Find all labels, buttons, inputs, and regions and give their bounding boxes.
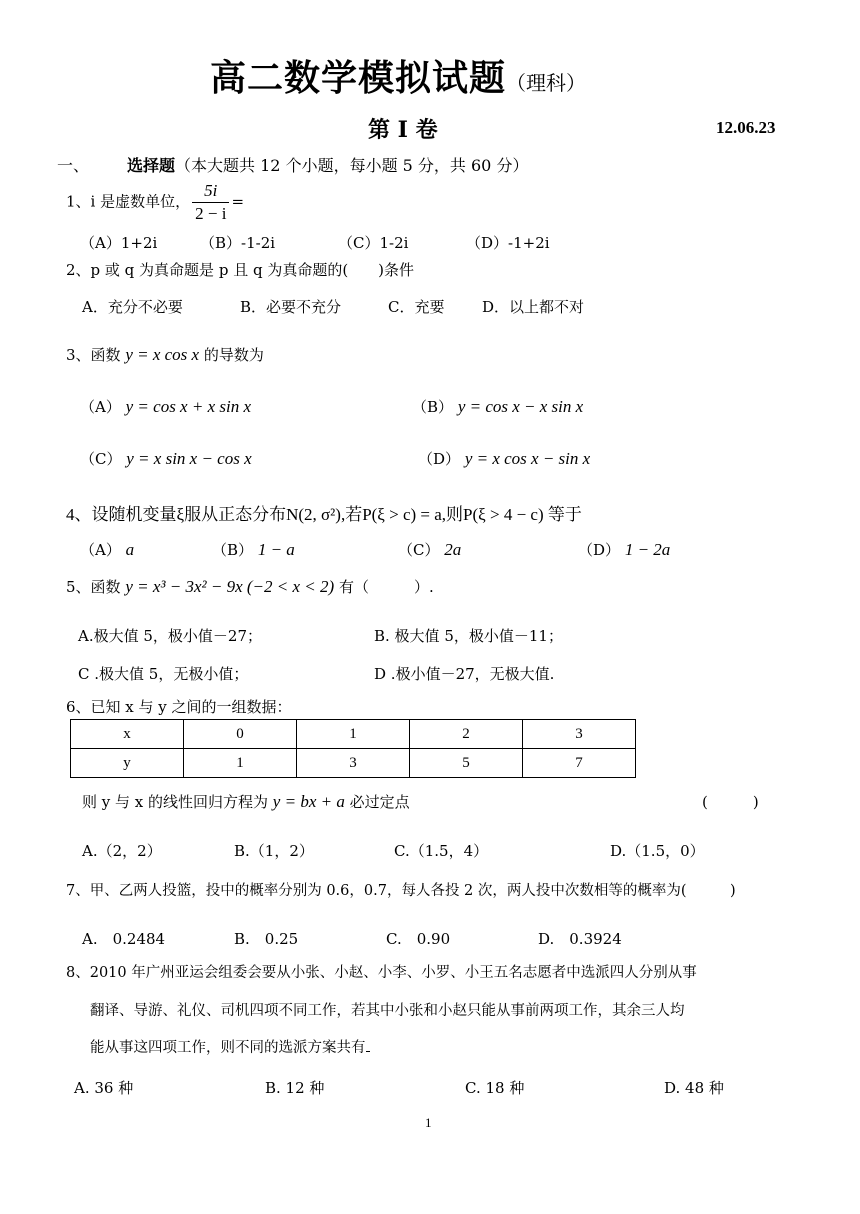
q1-frac-denominator: 2 − i bbox=[195, 204, 227, 223]
table-cell: 7 bbox=[523, 749, 636, 778]
q2-option-b: B．必要不充分 bbox=[240, 298, 342, 316]
question-8-line-1: 8、2010 年广州亚运会组委会要从小张、小赵、小李、小罗、小王五名志愿者中选派四人分别从事 bbox=[66, 965, 697, 981]
q5-formula: y = x³ − 3x² − 9x (−2 < x < 2) bbox=[125, 577, 335, 596]
q2-option-d: D．以上都不对 bbox=[482, 298, 585, 316]
q1-option-a: （A）1+2i bbox=[80, 234, 158, 252]
q5-stem-pre: 5、函数 bbox=[66, 578, 121, 596]
table-row bbox=[71, 749, 636, 778]
title-main: 高二数学模拟试题 bbox=[210, 57, 507, 99]
answer-blank bbox=[366, 1051, 370, 1052]
q4-option-a-value: a bbox=[125, 540, 135, 559]
section-number: 一、 bbox=[57, 156, 90, 175]
q8-option-a: A. 36 种 bbox=[74, 1079, 134, 1097]
section-name: 选择题 bbox=[127, 156, 176, 175]
q3-stem-pre: 3、函数 bbox=[66, 346, 121, 364]
q2-option-a: A．充分不必要 bbox=[82, 298, 183, 316]
q4-option-d-label: （D） bbox=[578, 541, 621, 559]
q6-line-pre: 则 y 与 x 的线性回归方程为 bbox=[82, 793, 269, 811]
exam-date: 12.06.23 bbox=[716, 118, 776, 137]
q8-option-c: C. 18 种 bbox=[465, 1079, 525, 1097]
q6-line-post: 必过定点 bbox=[349, 793, 410, 811]
q8-option-b: B. 12 种 bbox=[265, 1079, 325, 1097]
q3-option-d-label: （D） bbox=[418, 450, 461, 468]
q5-option-c: C .极大值 5，无极小值； bbox=[78, 665, 249, 683]
q3-option-c-label: （C） bbox=[80, 450, 122, 468]
question-5 bbox=[66, 576, 434, 597]
q7-option-a: A. 0.2484 bbox=[82, 930, 166, 948]
q3-stem-post: 的导数为 bbox=[203, 346, 264, 364]
q6-option-b: B.（1，2） bbox=[234, 842, 314, 860]
question-8-line-2: 翻译、导游、礼仪、司机四项不同工作，若其中小张和小赵只能从事前两项工作，其余三人均 bbox=[90, 1003, 685, 1019]
q4-option-b bbox=[212, 539, 295, 560]
q8-line-3-text: 能从事这四项工作，则不同的选派方案共有 bbox=[90, 1040, 366, 1056]
q5-option-b: B. 极大值 5，极小值－11； bbox=[374, 627, 563, 645]
question-7: 7、甲、乙两人投篮，投中的概率分别为 0.6，0.7，每人各投 2 次，两人投中次数相等的概率为( ) bbox=[66, 883, 736, 899]
q3-option-c bbox=[80, 448, 252, 469]
q4-option-c-value: 2a bbox=[444, 540, 462, 559]
q3-option-a-formula: y = cos x + x sin x bbox=[125, 397, 251, 416]
section-note: （本大题共 12 个小题，每小题 5 分，共 60 分） bbox=[175, 156, 529, 175]
q7-option-b: B. 0.25 bbox=[234, 930, 299, 948]
question-6: 6、已知 x 与 y 之间的一组数据： bbox=[66, 698, 292, 716]
q6-option-d: D.（1.5，0） bbox=[610, 842, 705, 860]
q4-option-d-value: 1 − 2a bbox=[624, 540, 671, 559]
q3-option-d bbox=[418, 448, 590, 469]
table-cell: 3 bbox=[523, 720, 636, 749]
q1-tail: = bbox=[231, 192, 245, 211]
title-suffix: （理科） bbox=[506, 71, 587, 95]
q6-answer-paren: ( ) bbox=[702, 793, 759, 811]
q3-option-b bbox=[412, 396, 583, 417]
q3-formula: y = x cos x bbox=[125, 345, 200, 364]
q3-option-a bbox=[80, 396, 251, 417]
section-heading bbox=[57, 153, 528, 176]
q4-option-a bbox=[80, 539, 134, 560]
q4-option-d bbox=[578, 539, 670, 560]
table-cell: 0 bbox=[184, 720, 297, 749]
table-cell: 2 bbox=[410, 720, 523, 749]
table-cell: x bbox=[71, 720, 184, 749]
q6-line-formula: y = bx + a bbox=[272, 792, 345, 811]
q3-option-a-label: （A） bbox=[80, 398, 121, 416]
q4-option-b-label: （B） bbox=[212, 541, 254, 559]
page-title bbox=[210, 50, 586, 101]
q6-regression-line bbox=[82, 791, 410, 812]
q5-option-d: D .极小值－27，无极大值. bbox=[374, 665, 555, 683]
question-3 bbox=[66, 344, 264, 365]
q1-stem: 1、i 是虚数单位， bbox=[66, 192, 191, 211]
q5-option-a: A.极大值 5，极小值－27； bbox=[78, 627, 262, 645]
q3-option-d-formula: y = x cos x − sin x bbox=[464, 449, 591, 468]
q6-data-table bbox=[70, 719, 636, 778]
q4-option-c bbox=[398, 539, 461, 560]
question-4 bbox=[66, 500, 582, 525]
table-cell: y bbox=[71, 749, 184, 778]
q1-frac-numerator: 5i bbox=[192, 181, 229, 203]
question-2: 2、p 或 q 为真命题是 p 且 q 为真命题的( )条件 bbox=[66, 261, 415, 279]
q3-option-b-formula: y = cos x − x sin x bbox=[457, 397, 584, 416]
q6-option-a: A.（2，2） bbox=[82, 842, 162, 860]
table-cell: 5 bbox=[410, 749, 523, 778]
q1-fraction bbox=[192, 181, 229, 224]
table-cell: 3 bbox=[297, 749, 410, 778]
q7-option-d: D. 0.3924 bbox=[538, 930, 622, 948]
q4-stem: 4、设随机变量ξ服从正态分布N(2, σ²),若P(ξ > c) = a,则P(ξ > 4 − c) 等于 bbox=[66, 505, 582, 524]
q3-option-c-formula: y = x sin x − cos x bbox=[126, 449, 252, 468]
volume-label: 第 I 卷 bbox=[368, 117, 438, 143]
q7-option-c: C. 0.90 bbox=[386, 930, 451, 948]
q5-stem-post: 有（ ）. bbox=[338, 578, 434, 596]
table-cell: 1 bbox=[184, 749, 297, 778]
question-1 bbox=[66, 181, 244, 224]
q1-option-d: （D）-1+2i bbox=[466, 234, 550, 252]
question-8-line-3 bbox=[90, 1036, 370, 1057]
table-row bbox=[71, 720, 636, 749]
q1-option-c: （C）1-2i bbox=[338, 234, 409, 252]
q6-option-c: C.（1.5，4） bbox=[394, 842, 489, 860]
q1-option-b: （B）-1-2i bbox=[200, 234, 276, 252]
q3-option-b-label: （B） bbox=[412, 398, 454, 416]
q4-option-c-label: （C） bbox=[398, 541, 440, 559]
q4-option-a-label: （A） bbox=[80, 541, 121, 559]
page-number: 1 bbox=[425, 1115, 432, 1130]
q8-option-d: D. 48 种 bbox=[664, 1079, 724, 1097]
q2-option-c: C．充要 bbox=[388, 298, 445, 316]
q4-option-b-value: 1 − a bbox=[257, 540, 295, 559]
table-cell: 1 bbox=[297, 720, 410, 749]
